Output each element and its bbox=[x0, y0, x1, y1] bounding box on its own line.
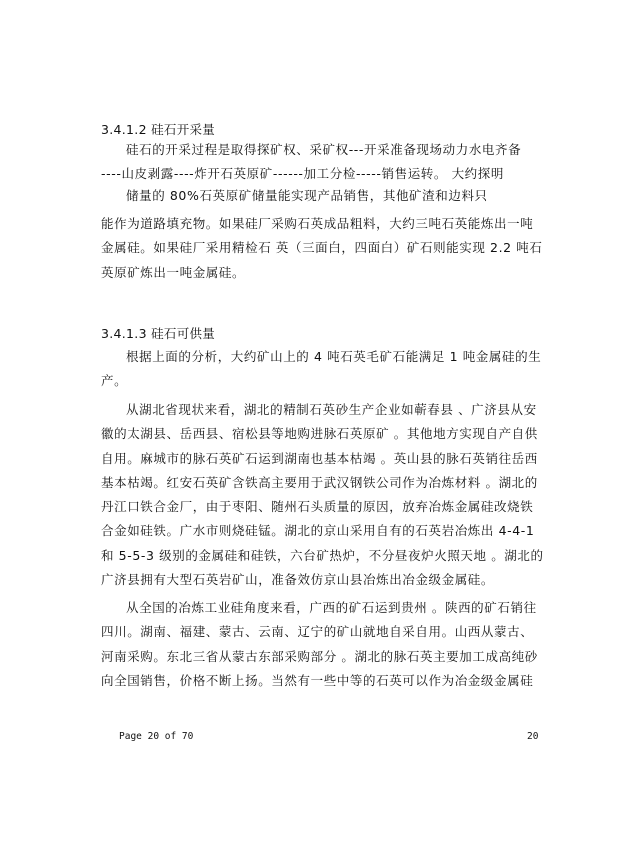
text-line: ----山皮剥露----炸开石英原矿------加工分检-----销售运转。 大约探明 bbox=[101, 166, 504, 181]
text-line: 储量的 80%石英原矿储量能实现产品销售，其他矿渣和边料只 bbox=[126, 188, 488, 203]
text-line: 丹江口铁合金厂，由于枣阳、随州石头质量的原因，放弃冶炼金属硅改烧铁 bbox=[101, 499, 534, 514]
text-line: 河南采购。东北三省从蒙古东部采购部分 。湖北的脉石英主要加工成高纯砂 bbox=[101, 649, 538, 664]
text-line: 广济县拥有大型石英岩矿山，准备效仿京山县冶炼出冶金级金属硅。 bbox=[101, 572, 495, 587]
text-line: 产。 bbox=[101, 373, 128, 388]
text-line: 和 5-5-3 级别的金属硅和硅铁，六台矿热炉，不分昼夜炉火照天地 。湖北的 bbox=[101, 548, 544, 563]
text-line: 根据上面的分析，大约矿山上的 4 吨石英毛矿石能满足 1 吨金属硅的生 bbox=[126, 349, 542, 364]
section-heading-3-4-1-3: 3.4.1.3 硅石可供量 bbox=[101, 326, 216, 341]
text-line: 自用。麻城市的脉石英矿石运到湖南也基本枯竭 。英山县的脉石英销往岳西 bbox=[101, 451, 538, 466]
text-line: 合金如硅铁。广水市则烧硅锰。湖北的京山采用自有的石英岩冶炼出 4-4-1 bbox=[101, 523, 535, 538]
footer-page-label: Page 20 of 70 bbox=[119, 731, 194, 742]
text-line: 基本枯竭。红安石英矿含铁高主要用于武汉钢铁公司作为冶炼材料 。湖北的 bbox=[101, 475, 538, 490]
text-line: 金属硅。如果硅厂采用精检石 英（三面白，四面白）矿石则能实现 2.2 吨石 bbox=[101, 240, 543, 255]
text-line: 徽的太湖县、岳西县、宿松县等地购进脉石英原矿 。其他地方实现自产自供 bbox=[101, 426, 538, 441]
text-line: 向全国销售，价格不断上扬。当然有一些中等的石英可以作为冶金级金属硅 bbox=[101, 673, 534, 688]
text-line: 硅石的开采过程是取得探矿权、采矿权---开采准备现场动力水电齐备 bbox=[126, 142, 522, 157]
text-line: 英原矿炼出一吨金属硅。 bbox=[101, 265, 246, 280]
text-line: 从湖北省现状来看，湖北的精制石英砂生产企业如蕲春县 、广济县从安 bbox=[126, 402, 537, 417]
footer-page-number: 20 bbox=[527, 731, 539, 742]
text-line: 从全国的冶炼工业硅角度来看，广西的矿石运到贵州 。陕西的矿石销往 bbox=[126, 600, 537, 615]
text-line: 四川。湖南、福建、蒙古、云南、辽宁的矿山就地自采自用。山西从蒙古、 bbox=[101, 624, 534, 639]
text-line: 能作为道路填充物。如果硅厂采购石英成品粗料，大约三吨石英能炼出一吨 bbox=[101, 216, 534, 231]
section-heading-3-4-1-2: 3.4.1.2 硅石开采量 bbox=[101, 122, 216, 137]
